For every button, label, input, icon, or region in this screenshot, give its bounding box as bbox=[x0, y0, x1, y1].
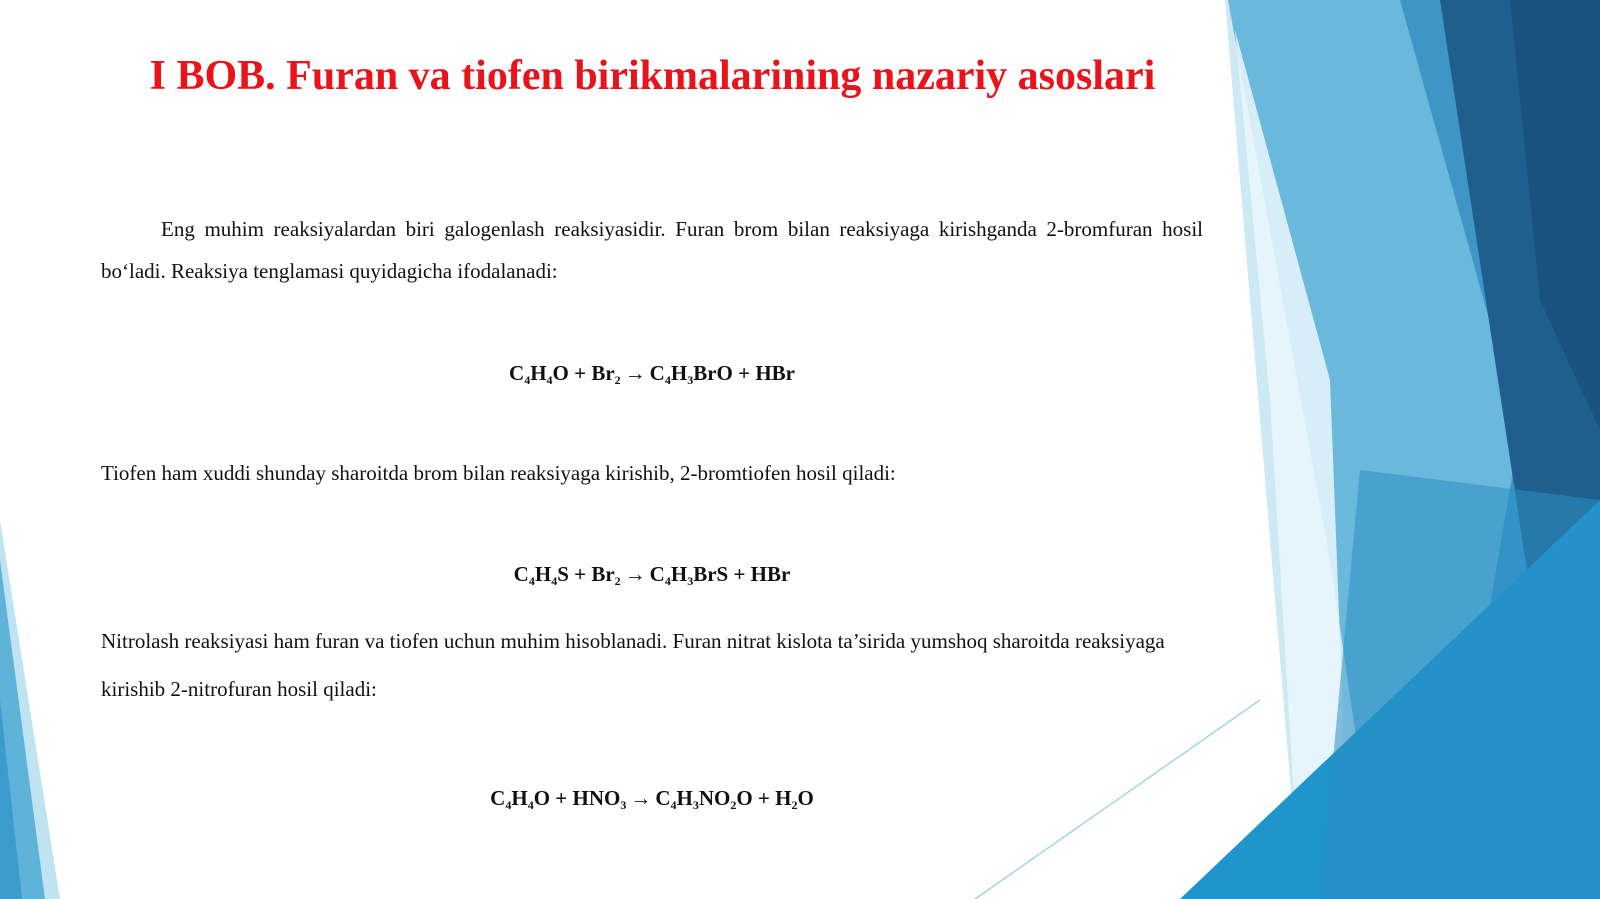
formula-text: H bbox=[511, 786, 528, 810]
formula-text: H bbox=[676, 786, 693, 810]
subscript: 4 bbox=[664, 574, 671, 588]
formula-text: C bbox=[513, 562, 529, 586]
formula-text: BrO + HBr bbox=[693, 361, 795, 385]
paragraph-bromination-thiophene: Tiofen ham xuddi shunday sharoitda brom bilan reaksiyaga kirishib, 2-bromtiofen hosil qiladi: bbox=[101, 461, 896, 485]
subscript: 4 bbox=[524, 373, 531, 387]
subscript: 4 bbox=[528, 574, 535, 588]
subscript: 3 bbox=[620, 798, 627, 812]
formula-text: C bbox=[490, 786, 506, 810]
formula-text: O + H bbox=[736, 786, 792, 810]
paragraph-bromination-furan: Eng muhim reaksiyalardan biri galogenlash reaksiyasidir. Furan brom bilan reaksiyaga kirishganda 2-bromfuran hosil bo‘ladi. Reaksiya tenglamasi quyidagicha ifodalanadi: bbox=[101, 217, 1203, 283]
subscript: 2 bbox=[730, 798, 737, 812]
subscript: 2 bbox=[791, 798, 798, 812]
formula-text: H bbox=[534, 562, 552, 586]
subscript: 3 bbox=[687, 373, 694, 387]
formula-text: H bbox=[530, 361, 547, 385]
paragraph-nitration: Nitrolash reaksiyasi ham furan va tiofen uchun muhim hisoblanadi. Furan nitrat kislota ta’sirida yumshoq sharoitda reaksiyaga kirishib 2-nitrofuran hosil qiladi: bbox=[101, 629, 1165, 701]
formula-text: C bbox=[649, 361, 665, 385]
formula-text: S + Br bbox=[557, 562, 615, 586]
reaction-arrow: → bbox=[630, 786, 652, 810]
reaction-arrow: → bbox=[624, 361, 646, 385]
subscript: 4 bbox=[527, 798, 534, 812]
formula-text: O + Br bbox=[552, 361, 615, 385]
subscript: 3 bbox=[692, 798, 699, 812]
deco-shape-teal-overlay bbox=[1320, 470, 1600, 899]
formula-text: O + HNO bbox=[533, 786, 621, 810]
formula-text: H bbox=[670, 562, 688, 586]
equation-thiophene-bromination bbox=[101, 559, 1203, 589]
subscript: 2 bbox=[614, 373, 621, 387]
formula-text: C bbox=[649, 562, 665, 586]
formula-text: O bbox=[797, 786, 814, 810]
reaction-arrow: → bbox=[624, 562, 646, 586]
subscript: 3 bbox=[687, 574, 694, 588]
formula-text: H bbox=[670, 361, 688, 385]
equation-furan-nitration bbox=[101, 783, 1203, 813]
formula-text: NO bbox=[698, 786, 731, 810]
subscript: 4 bbox=[551, 574, 558, 588]
equation-furan-bromination bbox=[101, 358, 1203, 388]
subscript: 4 bbox=[670, 798, 677, 812]
slide-title: I BOB. Furan va tiofen birikmalarining nazariy asoslari bbox=[149, 53, 1156, 99]
formula-text: C bbox=[509, 361, 525, 385]
subscript: 2 bbox=[614, 574, 621, 588]
formula-text: C bbox=[655, 786, 671, 810]
subscript: 4 bbox=[546, 373, 553, 387]
formula-text: BrS + HBr bbox=[693, 562, 791, 586]
subscript: 4 bbox=[505, 798, 512, 812]
subscript: 4 bbox=[664, 373, 671, 387]
